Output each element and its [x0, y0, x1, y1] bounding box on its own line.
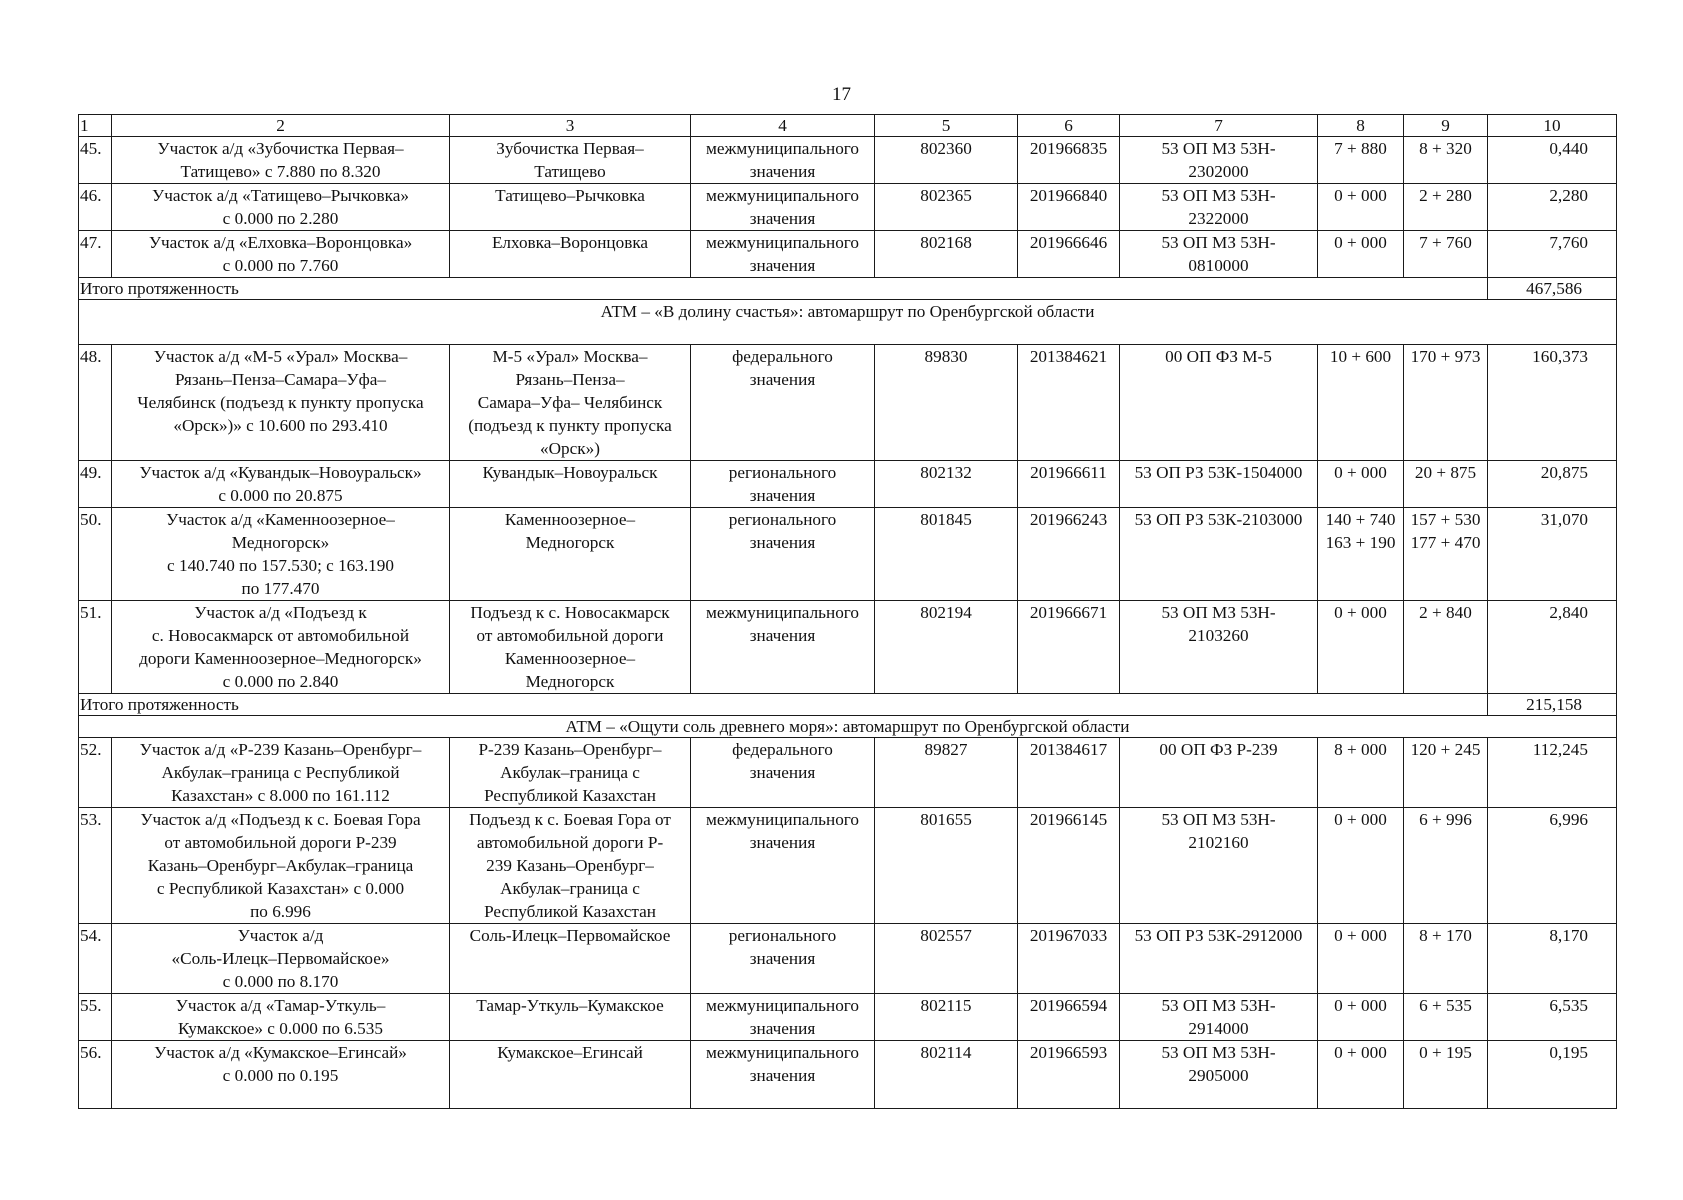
table-row — [79, 137, 1617, 184]
column-7-id-cell: 53 ОП МЗ 53Н- 0810000 — [1120, 231, 1318, 278]
section-name-cell: Участок а/д «Кумакское–Егинсай» с 0.000 по 0.195 — [112, 1041, 450, 1109]
column-5-code-cell: 802194 — [875, 601, 1018, 694]
length-cell: 112,245 — [1488, 738, 1617, 808]
km-end-cell: 120 + 245 — [1404, 738, 1488, 808]
significance-cell: регионального значения — [691, 461, 875, 508]
road-name-cell: Каменноозерное– Медногорск — [450, 508, 691, 601]
length-cell: 7,760 — [1488, 231, 1617, 278]
column-number: 2 — [112, 115, 450, 137]
km-end-cell: 8 + 320 — [1404, 137, 1488, 184]
length-cell: 6,996 — [1488, 808, 1617, 924]
section-name-cell: Участок а/д «М-5 «Урал» Москва– Рязань–Пенза–Самара–Уфа– Челябинск (подъезд к пункту пропуска «Орск»)» с 10.600 по 293.410 — [112, 345, 450, 461]
km-end-cell: 170 + 973 — [1404, 345, 1488, 461]
km-start-cell: 0 + 000 — [1318, 601, 1404, 694]
km-start-cell: 140 + 740 163 + 190 — [1318, 508, 1404, 601]
column-6-code-cell: 201966840 — [1018, 184, 1120, 231]
significance-cell: федерального значения — [691, 345, 875, 461]
km-end-cell: 6 + 996 — [1404, 808, 1488, 924]
column-5-code-cell: 89827 — [875, 738, 1018, 808]
column-6-code-cell: 201966671 — [1018, 601, 1120, 694]
column-6-code-cell: 201966835 — [1018, 137, 1120, 184]
table-row — [79, 231, 1617, 278]
table-row — [79, 1041, 1617, 1109]
column-number: 10 — [1488, 115, 1617, 137]
page-number: 17 — [832, 84, 851, 105]
row-number: 48. — [79, 345, 112, 461]
length-cell: 0,440 — [1488, 137, 1617, 184]
road-name-cell: Татищево–Рычковка — [450, 184, 691, 231]
length-cell: 8,170 — [1488, 924, 1617, 994]
significance-cell: межмуниципального значения — [691, 601, 875, 694]
km-start-cell: 7 + 880 — [1318, 137, 1404, 184]
km-end-cell: 2 + 840 — [1404, 601, 1488, 694]
column-5-code-cell: 802168 — [875, 231, 1018, 278]
table-row — [79, 808, 1617, 924]
section-name-cell: Участок а/д «Зубочистка Первая– Татищево» с 7.880 по 8.320 — [112, 137, 450, 184]
km-end-cell: 157 + 530 177 + 470 — [1404, 508, 1488, 601]
column-number-row — [79, 115, 1617, 137]
total-value: 215,158 — [1488, 694, 1617, 716]
column-7-id-cell: 53 ОП МЗ 53Н- 2103260 — [1120, 601, 1318, 694]
column-number: 3 — [450, 115, 691, 137]
row-number: 52. — [79, 738, 112, 808]
roads-table — [78, 114, 1617, 1109]
km-start-cell: 0 + 000 — [1318, 808, 1404, 924]
column-number: 8 — [1318, 115, 1404, 137]
length-cell: 6,535 — [1488, 994, 1617, 1041]
length-cell: 31,070 — [1488, 508, 1617, 601]
row-number: 56. — [79, 1041, 112, 1109]
table-row — [79, 924, 1617, 994]
significance-cell: регионального значения — [691, 508, 875, 601]
road-name-cell: Тамар-Уткуль–Кумакское — [450, 994, 691, 1041]
road-name-cell: Подъезд к с. Боевая Гора от автомобильной дороги Р- 239 Казань–Оренбург– Акбулак–граница с Республикой Казахстан — [450, 808, 691, 924]
km-start-cell: 0 + 000 — [1318, 994, 1404, 1041]
table-row — [79, 461, 1617, 508]
column-6-code-cell: 201966593 — [1018, 1041, 1120, 1109]
row-number: 49. — [79, 461, 112, 508]
row-number: 45. — [79, 137, 112, 184]
km-start-cell: 0 + 000 — [1318, 1041, 1404, 1109]
significance-cell: федерального значения — [691, 738, 875, 808]
column-number: 7 — [1120, 115, 1318, 137]
column-6-code-cell: 201384621 — [1018, 345, 1120, 461]
section-name-cell: Участок а/д «Тамар-Уткуль– Кумакское» с 0.000 по 6.535 — [112, 994, 450, 1041]
column-6-code-cell: 201966646 — [1018, 231, 1120, 278]
total-row — [79, 694, 1617, 716]
table-row — [79, 601, 1617, 694]
road-name-cell: Р-239 Казань–Оренбург– Акбулак–граница с Республикой Казахстан — [450, 738, 691, 808]
km-end-cell: 20 + 875 — [1404, 461, 1488, 508]
column-number: 1 — [79, 115, 112, 137]
significance-cell: межмуниципального значения — [691, 808, 875, 924]
row-number: 46. — [79, 184, 112, 231]
column-7-id-cell: 00 ОП ФЗ Р-239 — [1120, 738, 1318, 808]
km-start-cell: 0 + 000 — [1318, 231, 1404, 278]
table-row — [79, 345, 1617, 461]
length-cell: 2,840 — [1488, 601, 1617, 694]
total-value: 467,586 — [1488, 278, 1617, 300]
road-name-cell: Елховка–Воронцовка — [450, 231, 691, 278]
table-row — [79, 508, 1617, 601]
road-name-cell: Зубочистка Первая– Татищево — [450, 137, 691, 184]
km-start-cell: 0 + 000 — [1318, 924, 1404, 994]
column-6-code-cell: 201966611 — [1018, 461, 1120, 508]
section-name-cell: Участок а/д «Соль-Илецк–Первомайское» с 0.000 по 8.170 — [112, 924, 450, 994]
column-5-code-cell: 802360 — [875, 137, 1018, 184]
column-6-code-cell: 201967033 — [1018, 924, 1120, 994]
section-name-cell: Участок а/д «Подъезд к с. Боевая Гора от автомобильной дороги Р-239 Казань–Оренбург–Акбулак–граница с Республикой Казахстан» с 0.000 по 6.996 — [112, 808, 450, 924]
significance-cell: межмуниципального значения — [691, 231, 875, 278]
significance-cell: межмуниципального значения — [691, 137, 875, 184]
table-row — [79, 994, 1617, 1041]
row-number: 51. — [79, 601, 112, 694]
length-cell: 160,373 — [1488, 345, 1617, 461]
total-label: Итого протяженность — [79, 694, 1488, 716]
km-end-cell: 0 + 195 — [1404, 1041, 1488, 1109]
column-5-code-cell: 802365 — [875, 184, 1018, 231]
road-name-cell: Подъезд к с. Новосакмарск от автомобильной дороги Каменноозерное– Медногорск — [450, 601, 691, 694]
table-row — [79, 738, 1617, 808]
km-start-cell: 10 + 600 — [1318, 345, 1404, 461]
section-name-cell: Участок а/д «Кувандык–Новоуральск» с 0.000 по 20.875 — [112, 461, 450, 508]
length-cell: 20,875 — [1488, 461, 1617, 508]
significance-cell: регионального значения — [691, 924, 875, 994]
significance-cell: межмуниципального значения — [691, 994, 875, 1041]
road-name-cell: Соль-Илецк–Первомайское — [450, 924, 691, 994]
row-number: 47. — [79, 231, 112, 278]
km-start-cell: 0 + 000 — [1318, 461, 1404, 508]
column-number: 9 — [1404, 115, 1488, 137]
total-label: Итого протяженность — [79, 278, 1488, 300]
length-cell: 0,195 — [1488, 1041, 1617, 1109]
section-name-cell: Участок а/д «Подъезд к с. Новосакмарск от автомобильной дороги Каменноозерное–Медногорск» с 0.000 по 2.840 — [112, 601, 450, 694]
row-number: 50. — [79, 508, 112, 601]
column-6-code-cell: 201966594 — [1018, 994, 1120, 1041]
significance-cell: межмуниципального значения — [691, 1041, 875, 1109]
column-5-code-cell: 89830 — [875, 345, 1018, 461]
row-number: 54. — [79, 924, 112, 994]
road-name-cell: Кувандык–Новоуральск — [450, 461, 691, 508]
column-7-id-cell: 53 ОП МЗ 53Н- 2102160 — [1120, 808, 1318, 924]
section-header-row — [79, 300, 1617, 345]
column-7-id-cell: 53 ОП МЗ 53Н- 2322000 — [1120, 184, 1318, 231]
column-6-code-cell: 201966145 — [1018, 808, 1120, 924]
column-6-code-cell: 201966243 — [1018, 508, 1120, 601]
column-5-code-cell: 801845 — [875, 508, 1018, 601]
significance-cell: межмуниципального значения — [691, 184, 875, 231]
column-number: 5 — [875, 115, 1018, 137]
row-number: 53. — [79, 808, 112, 924]
column-7-id-cell: 53 ОП РЗ 53К-2103000 — [1120, 508, 1318, 601]
km-end-cell: 2 + 280 — [1404, 184, 1488, 231]
column-7-id-cell: 00 ОП ФЗ М-5 — [1120, 345, 1318, 461]
column-5-code-cell: 802557 — [875, 924, 1018, 994]
section-name-cell: Участок а/д «Каменноозерное– Медногорск» с 140.740 по 157.530; с 163.190 по 177.470 — [112, 508, 450, 601]
section-title: АТМ – «В долину счастья»: автомаршрут по Оренбургской области — [79, 300, 1617, 345]
road-name-cell: М-5 «Урал» Москва– Рязань–Пенза– Самара–Уфа– Челябинск (подъезд к пункту пропуска «Орск») — [450, 345, 691, 461]
column-number: 4 — [691, 115, 875, 137]
table-row — [79, 184, 1617, 231]
road-name-cell: Кумакское–Егинсай — [450, 1041, 691, 1109]
length-cell: 2,280 — [1488, 184, 1617, 231]
column-7-id-cell: 53 ОП МЗ 53Н- 2914000 — [1120, 994, 1318, 1041]
total-row — [79, 278, 1617, 300]
km-end-cell: 8 + 170 — [1404, 924, 1488, 994]
column-number: 6 — [1018, 115, 1120, 137]
km-start-cell: 8 + 000 — [1318, 738, 1404, 808]
km-end-cell: 7 + 760 — [1404, 231, 1488, 278]
section-header-row — [79, 716, 1617, 738]
column-7-id-cell: 53 ОП МЗ 53Н- 2905000 — [1120, 1041, 1318, 1109]
km-start-cell: 0 + 000 — [1318, 184, 1404, 231]
column-6-code-cell: 201384617 — [1018, 738, 1120, 808]
column-5-code-cell: 802132 — [875, 461, 1018, 508]
column-5-code-cell: 801655 — [875, 808, 1018, 924]
section-name-cell: Участок а/д «Елховка–Воронцовка» с 0.000 по 7.760 — [112, 231, 450, 278]
section-name-cell: Участок а/д «Р-239 Казань–Оренбург– Акбулак–граница с Республикой Казахстан» с 8.000 по 161.112 — [112, 738, 450, 808]
row-number: 55. — [79, 994, 112, 1041]
column-5-code-cell: 802115 — [875, 994, 1018, 1041]
km-end-cell: 6 + 535 — [1404, 994, 1488, 1041]
column-5-code-cell: 802114 — [875, 1041, 1018, 1109]
section-title: АТМ – «Ощути соль древнего моря»: автомаршрут по Оренбургской области — [79, 716, 1617, 738]
column-7-id-cell: 53 ОП МЗ 53Н- 2302000 — [1120, 137, 1318, 184]
section-name-cell: Участок а/д «Татищево–Рычковка» с 0.000 по 2.280 — [112, 184, 450, 231]
column-7-id-cell: 53 ОП РЗ 53К-2912000 — [1120, 924, 1318, 994]
column-7-id-cell: 53 ОП РЗ 53К-1504000 — [1120, 461, 1318, 508]
